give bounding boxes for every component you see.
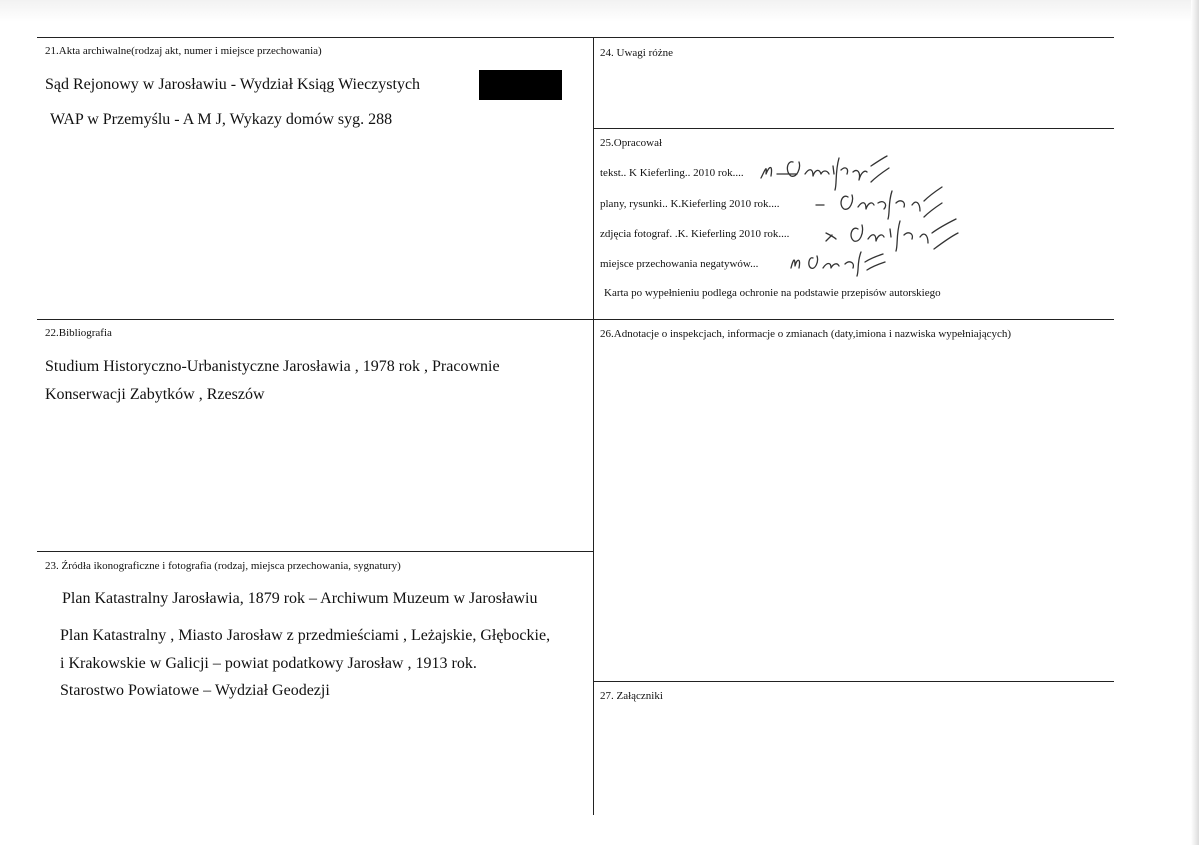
section-23-line-2: Plan Katastralny , Miasto Jarosław z przedmieściami , Leżajskie, Głębockie, — [60, 627, 551, 644]
divider-24-25 — [593, 128, 1114, 129]
section-21-line-1: Sąd Rejonowy w Jarosławiu - Wydział Ksiąg Wieczystych — [45, 76, 421, 93]
section-23-line-1: Plan Katastralny Jarosławia, 1879 rok – Archiwum Muzeum w Jarosławiu — [62, 590, 538, 607]
divider-21-22 — [37, 319, 1114, 320]
section-21-line-2: WAP w Przemyślu - A M J, Wykazy domów syg. 288 — [50, 111, 393, 128]
signature-4 — [787, 246, 897, 278]
redaction-block — [479, 70, 562, 100]
section-24-header: 24. Uwagi różne — [600, 47, 674, 59]
section-23-line-4: Starostwo Powiatowe – Wydział Geodezji — [60, 682, 330, 699]
top-border — [37, 37, 1114, 38]
section-22-line-2: Konserwacji Zabytków , Rzeszów — [45, 386, 265, 403]
author-plans-line: plany, rysunki.. K.Kieferling 2010 rok.... — [600, 198, 780, 210]
author-text-line: tekst.. K Kieferling.. 2010 rok.... — [600, 167, 744, 179]
divider-26-27 — [593, 681, 1114, 682]
copyright-note: Karta po wypełnieniu podlega ochronie na podstawie przepisów autorskiego — [604, 287, 941, 299]
section-27-header: 27. Załączniki — [600, 690, 663, 702]
negatives-location-line: miejsce przechowania negatywów... — [600, 258, 759, 270]
section-22-header: 22.Bibliografia — [45, 327, 112, 339]
section-21-header: 21.Akta archiwalne(rodzaj akt, numer i miejsce przechowania) — [45, 45, 322, 57]
section-22-line-1: Studium Historyczno-Urbanistyczne Jarosławia , 1978 rok , Pracownie — [45, 358, 500, 375]
section-23-line-3: i Krakowskie w Galicji – powiat podatkowy Jarosław , 1913 rok. — [60, 655, 477, 672]
divider-22-23 — [37, 551, 593, 552]
section-25-header: 25.Opracował — [600, 137, 663, 149]
section-26-header: 26.Adnotacje o inspekcjach, informacje o zmianach (daty,imiona i nazwiska wypełniających) — [600, 328, 1012, 340]
center-divider — [593, 37, 594, 815]
scan-right-edge — [1191, 0, 1199, 845]
section-23-header: 23. Źródła ikonograficzne i fotografia (rodzaj, miejsca przechowania, sygnatury) — [45, 560, 401, 572]
scan-top-shadow — [0, 0, 1199, 22]
author-photos-line: zdjęcia fotograf. .K. Kieferling 2010 rok.... — [600, 228, 790, 240]
